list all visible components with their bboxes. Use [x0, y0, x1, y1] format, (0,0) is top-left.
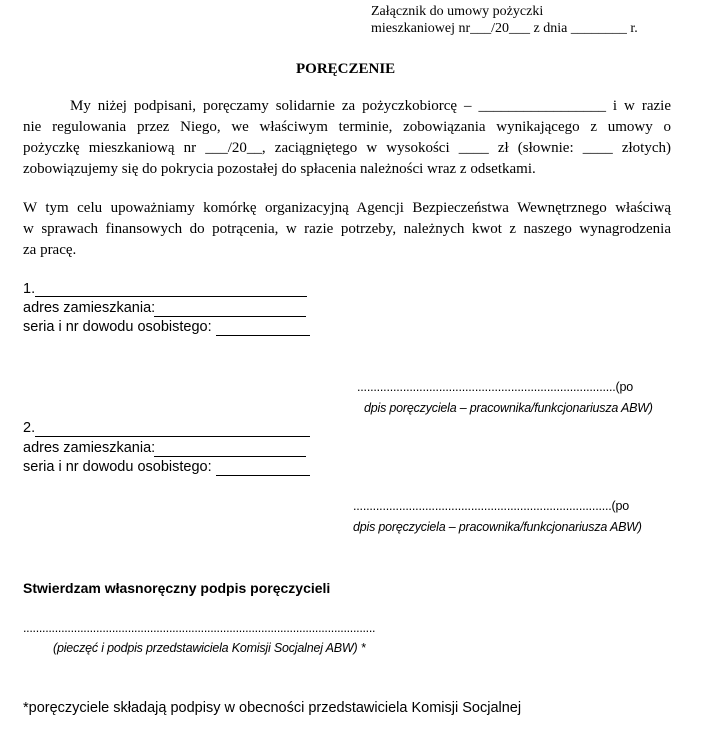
paragraph-1-line-2: nie regulowania przez Niego, we właściwym terminie, zobowiązania wynikającego z umowy o	[23, 119, 671, 135]
attachment-header-line-2: mieszkaniowej nr___/20___ z dnia ________ r.	[371, 21, 638, 36]
document-title: PORĘCZENIE	[296, 61, 396, 77]
guarantor-2-signature-dots: ...............................................................................(po	[353, 499, 630, 513]
paragraph-2-line-2: w sprawach finansowych do potrącenia, w razie potrzeby, należnych kwot z naszego wynagrodzenia	[23, 221, 671, 237]
guarantor-1-address-line[interactable]	[154, 316, 306, 317]
guarantor-1-signature-caption: dpis poręczyciela – pracownika/funkcjonariusza ABW)	[364, 401, 653, 415]
guarantor-2-signature-caption: dpis poręczyciela – pracownika/funkcjonariusza ABW)	[353, 520, 642, 534]
guarantor-2-address-line[interactable]	[154, 456, 306, 457]
guarantor-1-address-label: adres zamieszkania:	[23, 300, 156, 316]
guarantor-2-address-label: adres zamieszkania:	[23, 440, 156, 456]
guarantor-1-name-line[interactable]	[35, 296, 307, 297]
guarantor-2-id-line[interactable]	[216, 475, 310, 476]
guarantor-2-signature-line[interactable]	[353, 499, 629, 513]
guarantor-1-signature-dots: ...............................................................................(po	[357, 380, 634, 394]
paragraph-2-line-1: W tym celu upoważniamy komórkę organizacyjną Agencji Bezpieczeństwa Wewnętrznego właściwą	[23, 200, 671, 216]
guarantor-1-signature-line[interactable]	[357, 380, 633, 394]
guarantor-1-number: 1.	[23, 281, 36, 297]
guarantor-2-id-label: seria i nr dowodu osobistego:	[23, 459, 212, 475]
confirmation-dots: ...............................................................................................................	[23, 621, 376, 635]
guarantor-2-name-line[interactable]	[35, 436, 310, 437]
paragraph-1-line-4: zobowiązujemy się do pokrycia pozostałej do spłacenia należności wraz z odsetkami.	[23, 161, 536, 177]
guarantor-1-id-label: seria i nr dowodu osobistego:	[23, 319, 212, 335]
confirmation-caption: (pieczęć i podpis przedstawiciela Komisji Socjalnej ABW) *	[53, 641, 366, 655]
paragraph-1-line-1: My niżej podpisani, poręczamy solidarnie za pożyczkobiorcę – _________________ i w razie	[70, 98, 671, 114]
guarantor-1-id-line[interactable]	[216, 335, 310, 336]
paragraph-2-line-3: za pracę.	[23, 242, 77, 258]
confirmation-signature-line[interactable]	[23, 621, 375, 635]
guarantor-2-number: 2.	[23, 420, 36, 436]
confirmation-heading: Stwierdzam własnoręczny podpis poręczycieli	[23, 580, 331, 596]
paragraph-1-line-3: pożyczkę mieszkaniową nr ___/20__, zaciągniętego w wysokości ____ zł (słownie: ____ złotych)	[23, 140, 671, 156]
attachment-header-line-1: Załącznik do umowy pożyczki	[371, 4, 544, 19]
footnote: *poręczyciele składają podpisy w obecności przedstawiciela Komisji Socjalnej	[23, 700, 522, 716]
